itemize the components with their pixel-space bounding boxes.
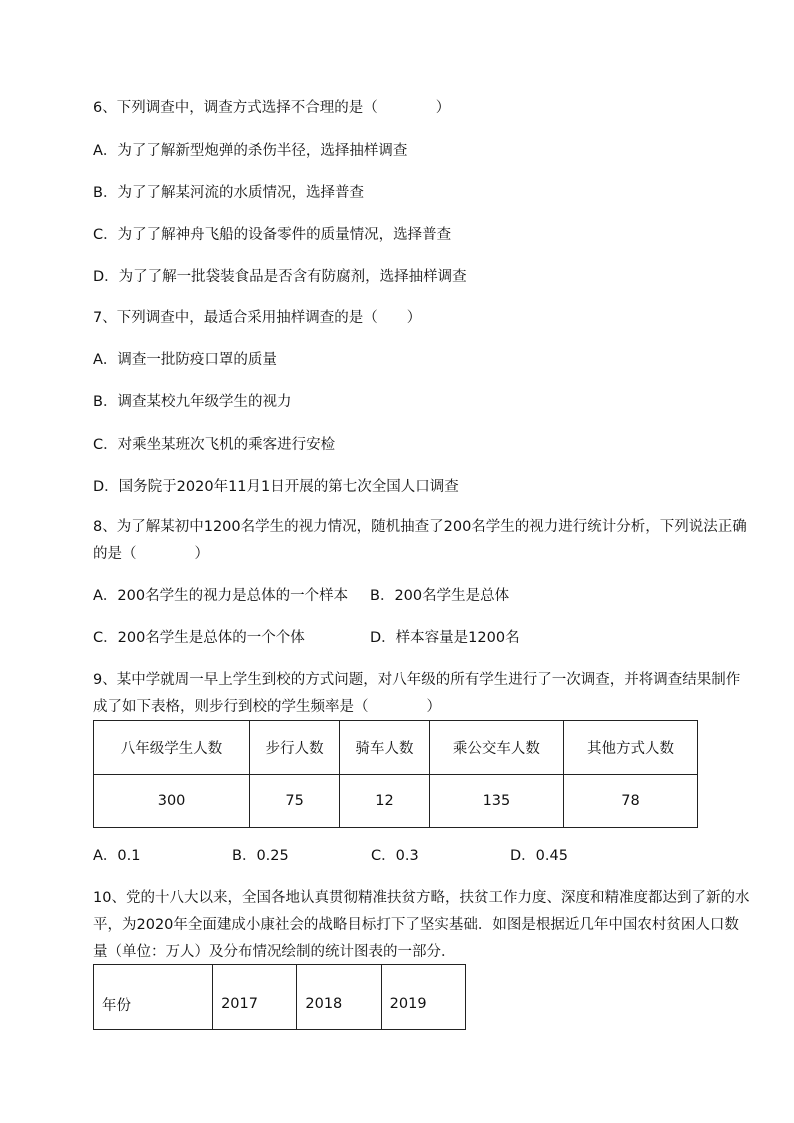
q9-value-cell: 135 <box>429 775 563 828</box>
q9-header-cell: 步行人数 <box>250 721 340 775</box>
q10-cell-year-label: 年份 <box>94 965 213 1030</box>
q10-stem: 10、党的十八大以来，全国各地认真贯彻精准扶贫方略，扶贫工作力度、深度和精准度都达到了新的水平，为2020年全面建成小康社会的战略目标打下了坚实基础．如图是根据近几年中国农村贫困人口数量（单位：万人）及分布情况绘制的统计图表的一部分． <box>93 890 750 960</box>
q7-option-c: C．对乘坐某班次飞机的乘客进行安检 <box>93 437 336 453</box>
q7-stem: 7、下列调查中，最适合采用抽样调查的是（ ） <box>93 310 422 326</box>
q8-stem: 8、为了解某初中1200名学生的视力情况，随机抽查了200名学生的视力进行统计分析，下列说法正确的是（ ） <box>93 519 747 562</box>
q10-cell-year: 2019 <box>381 965 465 1030</box>
q9-option-b: B．0.25 <box>232 848 289 864</box>
q9-header-cell: 其他方式人数 <box>563 721 697 775</box>
q8-option-d: D．样本容量是1200名 <box>370 630 520 646</box>
q8-option-a: A．200名学生的视力是总体的一个样本 <box>93 588 349 604</box>
q8-option-c: C．200名学生是总体的一个个体 <box>93 630 305 646</box>
q9-stem: 9、某中学就周一早上学生到校的方式问题，对八年级的所有学生进行了一次调查，并将调查结果制作成了如下表格，则步行到校的学生频率是（ ） <box>93 672 741 715</box>
q6-stem: 6、下列调查中，调查方式选择不合理的是（ ） <box>93 100 451 116</box>
q10-cell-year: 2018 <box>297 965 381 1030</box>
q9-value-cell: 300 <box>94 775 250 828</box>
q7-option-d: D．国务院于2020年11月1日开展的第七次全国人口调查 <box>93 479 459 495</box>
q9-value-cell: 78 <box>563 775 697 828</box>
q10-table <box>93 964 466 1030</box>
q9-table <box>93 720 698 828</box>
q7-option-a: A．调查一批防疫口罩的质量 <box>93 352 277 368</box>
q9-value-cell: 12 <box>340 775 430 828</box>
q7-option-b: B．调查某校九年级学生的视力 <box>93 394 292 410</box>
q6-option-b: B．为了了解某河流的水质情况，选择普查 <box>93 185 364 201</box>
q9-header-cell: 八年级学生人数 <box>94 721 250 775</box>
q9-table-header-row <box>94 721 698 775</box>
q10-cell-year: 2017 <box>213 965 297 1030</box>
q9-header-cell: 乘公交车人数 <box>429 721 563 775</box>
q6-option-a: A．为了了解新型炮弹的杀伤半径，选择抽样调查 <box>93 143 408 159</box>
q6-option-d: D．为了了解一批袋装食品是否含有防腐剂，选择抽样调查 <box>93 269 467 285</box>
q9-option-d: D．0.45 <box>510 848 568 864</box>
q10-table-row <box>94 965 466 1030</box>
q9-value-cell: 75 <box>250 775 340 828</box>
q8-option-b: B．200名学生是总体 <box>370 588 510 604</box>
q9-table-value-row <box>94 775 698 828</box>
q6-option-c: C．为了了解神舟飞船的设备零件的质量情况，选择普查 <box>93 227 452 243</box>
q9-option-c: C．0.3 <box>371 848 419 864</box>
q9-header-cell: 骑车人数 <box>340 721 430 775</box>
q9-option-a: A．0.1 <box>93 848 141 864</box>
